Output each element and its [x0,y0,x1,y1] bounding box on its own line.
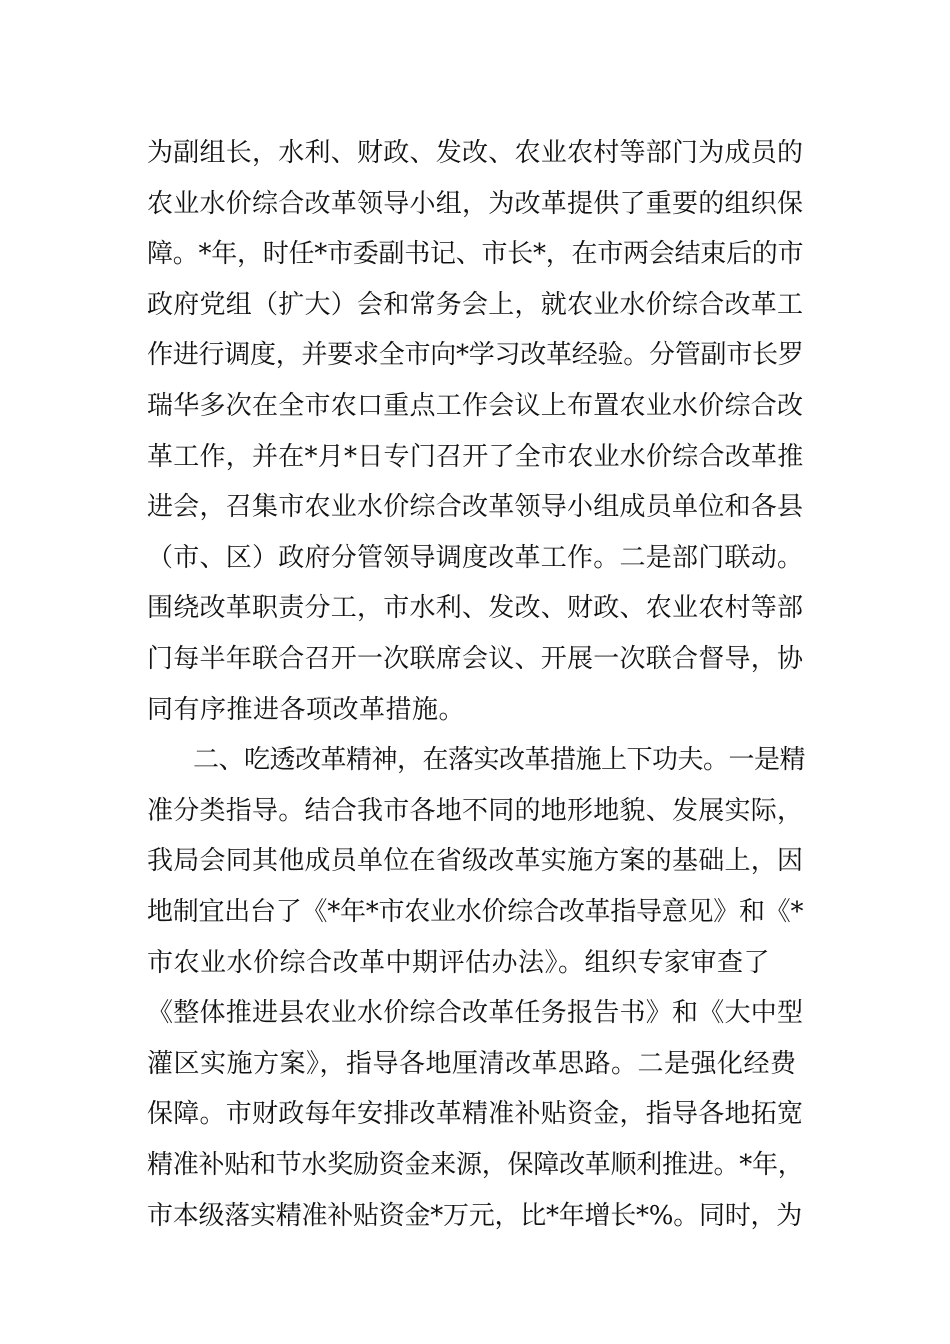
text-line: 二、吃透改革精神，在落实改革措施上下功夫。一是精 [193,745,806,775]
text-line: 《整体推进县农业水价综合改革任务报告书》和《大中型 [147,998,804,1028]
text-line: 围绕改革职责分工，市水利、发改、财政、农业农村等部 [147,593,804,623]
text-line: （市、区）政府分管领导调度改革工作。二是部门联动。 [147,543,804,573]
text-line: 为副组长，水利、财政、发改、农业农村等部门为成员的 [147,138,804,168]
text-line: 门每半年联合召开一次联席会议、开展一次联合督导，协 [147,644,804,674]
text-line: 障。*年，时任*市委副书记、市长*，在市两会结束后的市 [147,239,804,269]
text-line: 农业水价综合改革领导小组，为改革提供了重要的组织保 [147,189,804,219]
text-line: 市本级落实精准补贴资金*万元，比*年增长*%。同时，为 [147,1201,802,1231]
text-line: 作进行调度，并要求全市向*学习改革经验。分管副市长罗 [147,340,804,370]
text-line: 瑞华多次在全市农口重点工作会议上布置农业水价综合改 [147,391,804,421]
text-line: 进会，召集市农业水价综合改革领导小组成员单位和各县 [147,492,804,522]
text-line: 我局会同其他成员单位在省级改革实施方案的基础上，因 [147,846,804,876]
text-line: 保障。市财政每年安排改革精准补贴资金，指导各地拓宽 [147,1099,804,1129]
text-line: 准分类指导。结合我市各地不同的地形地貌、发展实际， [147,796,804,826]
text-line: 精准补贴和节水奖励资金来源，保障改革顺利推进。*年， [147,1150,804,1180]
text-line: 市农业水价综合改革中期评估办法》。组织专家审查了 [147,948,771,978]
text-line: 地制宜出台了《*年*市农业水价综合改革指导意见》和《* [147,897,804,927]
text-line: 革工作，并在*月*日专门召开了全市农业水价综合改革推 [147,442,804,472]
text-line: 同有序推进各项改革措施。 [147,695,466,725]
text-line: 政府党组（扩大）会和常务会上，就农业水价综合改革工 [147,290,804,320]
text-line: 灌区实施方案》，指导各地厘清改革思路。二是强化经费 [147,1049,797,1079]
